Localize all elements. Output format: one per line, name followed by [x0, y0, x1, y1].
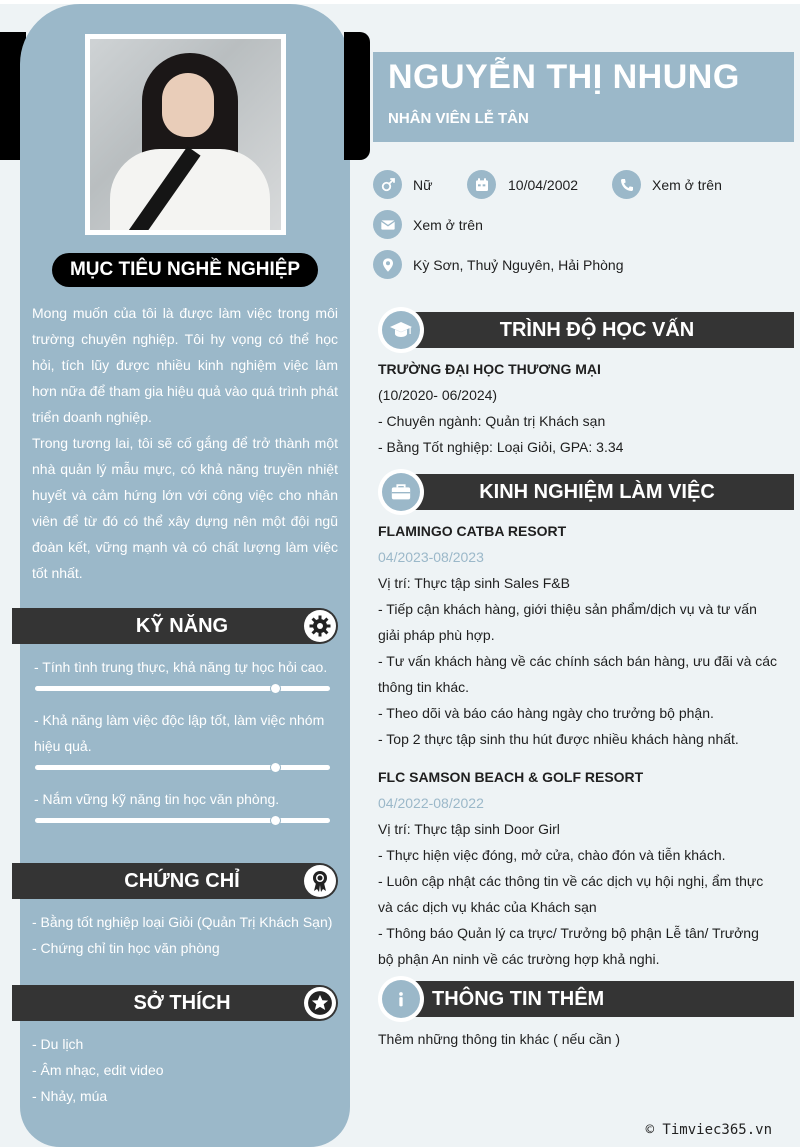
phone-icon — [612, 170, 641, 199]
profile-photo — [85, 34, 286, 235]
job-period: 04/2023-08/2023 — [378, 549, 484, 565]
certificates-header — [12, 863, 338, 899]
name-banner — [373, 52, 794, 142]
job-task: - Tiếp cận khách hàng, giới thiệu sản phẩm/dịch vụ và tư vấn giải pháp phù hợp. — [378, 601, 757, 643]
objective-paragraph-2: Trong tương lai, tôi sẽ cố gắng để trở thành một nhà quản lý mẫu mực, có khả năng truyền nhiệt huyết và cảm hứng lớn với công việc cho nhân viên để từ đó có thể xây dựng nên một đội ngũ đoàn kết, vững mạnh và có chất lượng làm việc tốt nhất. — [32, 435, 338, 581]
info-icon — [382, 980, 420, 1018]
avatar — [90, 39, 281, 230]
education-major: - Chuyên ngành: Quản trị Khách sạn — [378, 413, 606, 429]
certificates-title: CHỨNG CHỈ — [124, 870, 240, 892]
gear-icon — [304, 610, 336, 642]
decor-bar-middle — [344, 32, 370, 160]
skill-item: - Khả năng làm việc độc lập tốt, làm việc nhóm hiệu quả. — [34, 712, 325, 754]
skill-level-handle — [271, 816, 280, 825]
job-task: - Luôn cập nhật các thông tin về các dịch vụ hội nghị, ẩm thực và các dịch vụ khác của Khách sạn — [378, 873, 764, 915]
experience-header — [378, 472, 794, 510]
medal-icon — [304, 865, 336, 897]
hobbies-title: SỞ THÍCH — [133, 992, 231, 1014]
job-task: - Top 2 thực tập sinh thu hút được nhiều khách hàng nhất. — [378, 731, 739, 747]
calendar-icon — [467, 170, 496, 199]
birthday-value: 10/04/2002 — [508, 177, 579, 193]
education-header — [378, 310, 794, 348]
education-title: TRÌNH ĐỘ HỌC VẤN — [499, 319, 695, 341]
skills-header — [12, 608, 338, 644]
star-icon — [304, 987, 336, 1019]
gender-value: Nữ — [413, 177, 433, 193]
education-details — [378, 356, 778, 460]
phone-value: Xem ở trên — [652, 177, 722, 193]
additional-text: Thêm những thông tin khác ( nếu cần ) — [378, 1031, 621, 1047]
job-task: - Thực hiện việc đóng, mở cửa, chào đón và tiễn khách. — [378, 847, 726, 863]
objective-title: MỤC TIÊU NGHỀ NGHIỆP — [52, 253, 318, 287]
location-icon — [373, 250, 402, 279]
experience-job-2 — [378, 764, 778, 972]
hobbies-header — [12, 985, 338, 1021]
job-position: Vị trí: Thực tập sinh Sales F&B — [378, 575, 570, 591]
skills-title: KỸ NĂNG — [135, 615, 229, 637]
skill-level-handle — [271, 763, 280, 772]
school-name: TRƯỜNG ĐẠI HỌC THƯƠNG MẠI — [378, 361, 601, 377]
list-item: - Nhảy, múa — [32, 1088, 108, 1104]
skill-level-bar — [35, 686, 330, 691]
education-degree: - Bằng Tốt nghiệp: Loại Giỏi, GPA: 3.34 — [378, 439, 624, 455]
certificates-list — [32, 909, 342, 961]
email-value: Xem ở trên — [413, 217, 483, 233]
company-name: FLC SAMSON BEACH & GOLF RESORT — [378, 769, 644, 785]
company-name: FLAMINGO CATBA RESORT — [378, 523, 567, 539]
skill-item: - Tính tình trung thực, khả năng tự học hỏi cao. — [34, 659, 328, 675]
list-item: - Âm nhạc, edit video — [32, 1062, 164, 1078]
list-item: - Bằng tốt nghiệp loại Giỏi (Quản Trị Khách Sạn) — [32, 914, 333, 930]
email-icon — [373, 210, 402, 239]
education-period: (10/2020- 06/2024) — [378, 387, 498, 403]
job-task: - Thông báo Quản lý ca trực/ Trưởng bộ phận Lễ tân/ Trưởng bộ phận An ninh về các trường hợp khả nghi. — [378, 925, 759, 967]
skill-level-bar — [35, 818, 330, 823]
list-item: - Du lịch — [32, 1036, 84, 1052]
job-position: Vị trí: Thực tập sinh Door Girl — [378, 821, 560, 837]
gender-icon — [373, 170, 402, 199]
footer-copyright: © Timviec365.vn — [645, 1122, 772, 1138]
job-period: 04/2022-08/2022 — [378, 795, 484, 811]
address-value: Kỳ Sơn, Thuỷ Nguyên, Hải Phòng — [413, 257, 624, 273]
additional-title: THÔNG TIN THÊM — [432, 988, 605, 1010]
experience-title: KINH NGHIỆM LÀM VIỆC — [479, 481, 715, 503]
job-task: - Theo dõi và báo cáo hàng ngày cho trưởng bộ phận. — [378, 705, 714, 721]
briefcase-icon — [382, 473, 420, 511]
graduation-cap-icon — [382, 311, 420, 349]
job-task: - Tư vấn khách hàng về các chính sách bán hàng, ưu đãi và các thông tin khác. — [378, 653, 778, 695]
skill-item: - Nắm vững kỹ năng tin học văn phòng. — [34, 791, 280, 807]
objective-text — [32, 300, 338, 586]
job-title: NHÂN VIÊN LỄ TÂN — [388, 110, 529, 127]
objective-paragraph-1: Mong muốn của tôi là được làm việc trong môi trường chuyên nghiệp. Tôi hy vọng có thể học hỏi, tích lũy được nhiều kinh nghiệm việc làm hơn nữa để tham gia hiệu quả vào quá trình phát triển doanh nghiệp. — [32, 305, 338, 425]
full-name: NGUYỄN THỊ NHUNG — [388, 58, 740, 96]
skill-level-bar — [35, 765, 330, 770]
additional-header — [378, 979, 794, 1017]
list-item: - Chứng chỉ tin học văn phòng — [32, 940, 220, 956]
experience-job-1 — [378, 518, 778, 752]
hobbies-list — [32, 1031, 342, 1109]
skill-level-handle — [271, 684, 280, 693]
